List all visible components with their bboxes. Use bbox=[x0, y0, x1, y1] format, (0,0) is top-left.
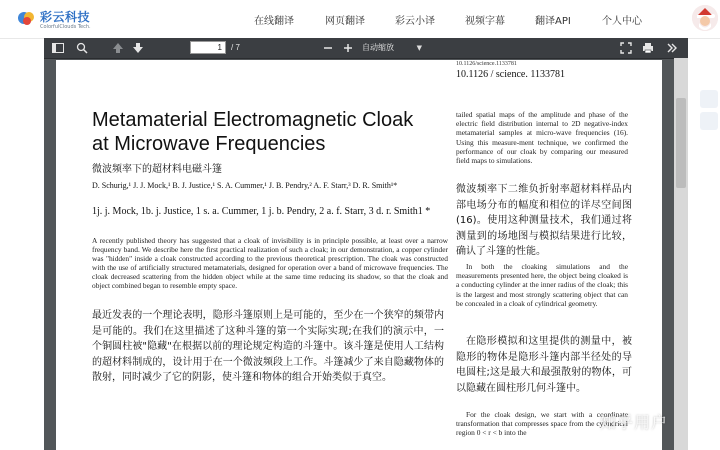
nav-web-translate[interactable]: 网页翻译 bbox=[325, 16, 365, 27]
search-button[interactable] bbox=[74, 40, 90, 56]
main-nav bbox=[0, 12, 720, 28]
site-header bbox=[0, 0, 720, 39]
watermark-text: 知乎用户 bbox=[600, 413, 669, 432]
page-scrollbar[interactable] bbox=[674, 58, 688, 450]
pdf-page bbox=[56, 60, 662, 450]
page-up-icon bbox=[110, 40, 126, 56]
paper-title-translation: 微波频率下的超材料电磁斗篷 bbox=[92, 164, 222, 175]
user-avatar[interactable] bbox=[692, 5, 718, 31]
previous-page-button[interactable] bbox=[110, 40, 126, 56]
abstract: A recently published theory has suggested that a cloak of invisibility is in principle possible, at least over a narrow frequency band. We describe here the first practical realization of such a cloak; in our demonstration, a copper cylinder was "hidden" inside a cloak constructed according to the previous theoretical prescription. The cloak was constructed with the use of artificially structured metamaterials, designed for operation over a band of microwave frequencies. The cloak decreased scattering from the hidden object while at the same time reducing its shadow, so that the cloak and object combined began to resemble empty space. bbox=[92, 236, 448, 290]
body-paragraph-1: tailed spatial maps of the amplitude and phase of the electric field distribution internal to 2D negative-index metamaterial samples at micro-wave frequencies (16). Using this measure-ment technique, we confirmed the performance of our cloak by comparing our measured field maps to simulations. bbox=[456, 110, 628, 166]
nav-online-translate[interactable]: 在线翻译 bbox=[254, 16, 294, 27]
scrollbar-thumb[interactable] bbox=[676, 98, 686, 188]
page-total: / 7 bbox=[231, 43, 240, 52]
sidebar-toggle-icon bbox=[50, 40, 66, 56]
fullscreen-icon bbox=[618, 40, 634, 56]
logo-subtitle: ColorfulClouds Tech. bbox=[40, 24, 91, 30]
body-paragraph-3: For the cloak design, we start with a coordinate transformation that compresses space from the cylindrical region 0 < r < b into the bbox=[456, 410, 628, 438]
zoom-out-icon bbox=[320, 40, 336, 56]
zoom-out-button[interactable] bbox=[320, 40, 336, 56]
body-paragraph-2: In both the cloaking simulations and the measurements presented here, the object being cloaked is a conducting cylinder at the inner radius of the cloak; this is the largest and most strongly scattering object that can be concealed in a cloak of cylindrical geometry. bbox=[456, 262, 628, 308]
pdf-toolbar bbox=[44, 38, 688, 59]
zoom-in-button[interactable] bbox=[340, 40, 356, 56]
authors-translation: 1j. j. Mock, 1b. j. Justice, 1 s. a. Cummer, 1 j. b. Pendry, 2 a. f. Starr, 3 d. r. Smith1 * bbox=[92, 206, 431, 217]
zoom-select[interactable] bbox=[356, 41, 426, 55]
nav-personal-center[interactable]: 个人中心 bbox=[602, 16, 642, 27]
pdf-viewer bbox=[44, 38, 688, 450]
more-tools-icon bbox=[664, 40, 680, 56]
nav-translate-api[interactable]: 翻译API bbox=[535, 16, 571, 27]
logo-name: 彩云科技 bbox=[40, 10, 91, 24]
page-number-input[interactable]: 1 bbox=[190, 41, 226, 54]
print-button[interactable] bbox=[640, 40, 656, 56]
fullscreen-button[interactable] bbox=[618, 40, 634, 56]
authors: D. Schurig,¹ J. J. Mock,¹ B. J. Justice,¹ S. A. Cummer,¹ J. B. Pendry,² A. F. Starr,³ D. R. Smith¹* bbox=[92, 181, 398, 190]
sidebar-toggle-button[interactable] bbox=[50, 40, 66, 56]
abstract-translation: 最近发表的一个理论表明，隐形斗篷原则上是可能的，至少在一个狭窄的频带内是可能的。我们在这里描述了这种斗篷的第一个实际实现;在我们的演示中，一个铜圆柱被"隐藏"在根据以前的理论规定构造的斗篷中。该斗篷是使用人工结构的超材料制成的，设计用于在一个微波频段上工作。斗篷减少了来自隐藏物体的散射，同时减少了它的阴影，使斗篷和物体的组合开始类似于真空。 bbox=[92, 310, 444, 383]
print-icon bbox=[640, 40, 656, 56]
side-button-1[interactable] bbox=[700, 90, 718, 108]
paper-title: Metamaterial Electromagnetic Cloak at Microwave Frequencies bbox=[92, 109, 414, 155]
page-down-icon bbox=[130, 40, 146, 56]
zoom-in-icon bbox=[340, 40, 356, 56]
nav-xiaoyi[interactable]: 彩云小译 bbox=[395, 16, 435, 27]
chevron-down-icon: ▼ bbox=[416, 44, 422, 52]
zoom-value: 自动缩放 bbox=[362, 43, 394, 52]
nav-video-subtitles[interactable]: 视频字幕 bbox=[465, 16, 505, 27]
tools-menu-button[interactable] bbox=[664, 40, 680, 56]
next-page-button[interactable] bbox=[130, 40, 146, 56]
body-paragraph-1-translation: 微波频率下二维负折射率超材料样品内部电场分布的幅度和相位的详尽空间图(16)。使用这种测量技术，我们通过将测量到的场地图与模拟结果进行比较，确认了斗篷的性能。 bbox=[456, 184, 632, 257]
search-icon bbox=[74, 40, 90, 56]
side-button-2[interactable] bbox=[700, 112, 718, 130]
doi-large: 10.1126 / science. 1133781 bbox=[456, 69, 565, 80]
body-paragraph-2-translation: 在隐形模拟和这里提供的测量中，被隐形的物体是隐形斗篷内部半径处的导电圆柱;这是最大和最强散射的物体，可以隐藏在圆柱形几何斗篷中。 bbox=[456, 336, 632, 394]
side-toolbar bbox=[698, 90, 720, 450]
doi-small: 10.1126/science.1133781 bbox=[456, 61, 517, 67]
santa-avatar-icon bbox=[692, 5, 718, 31]
